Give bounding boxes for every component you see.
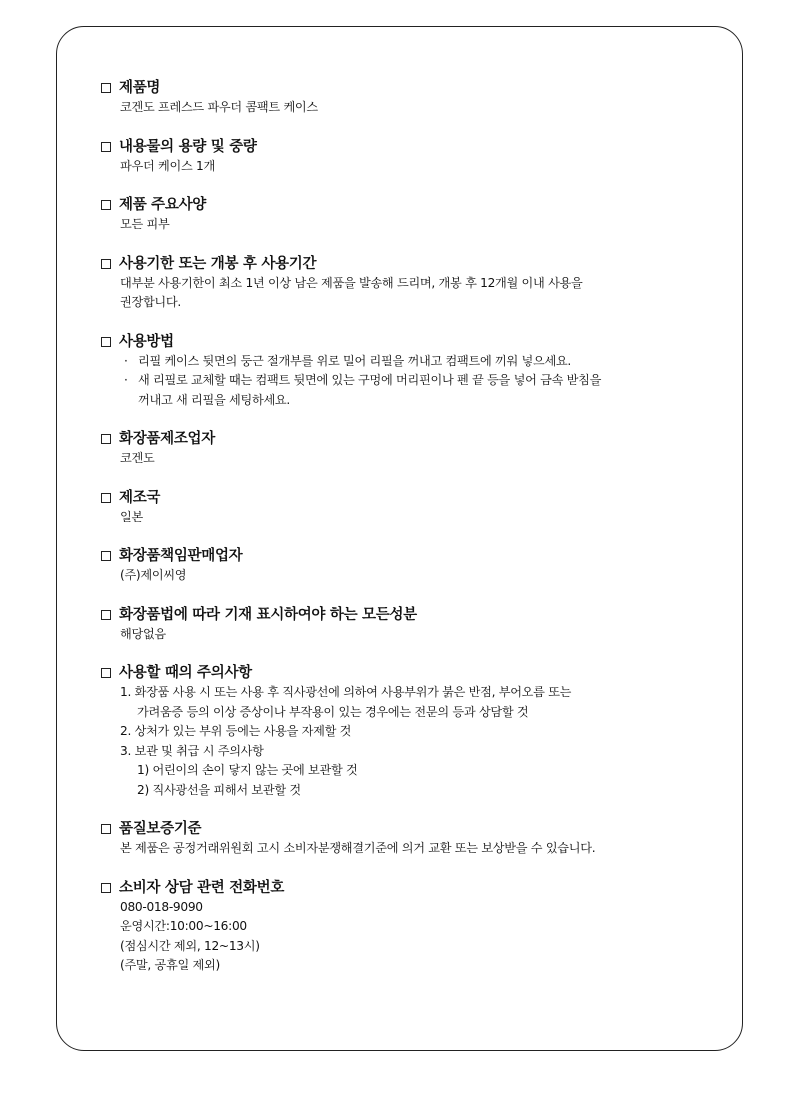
section-text: (주)제이씨영 bbox=[120, 568, 187, 582]
phone-number: 080-018-9090 bbox=[120, 899, 203, 914]
section-ingredients bbox=[101, 605, 721, 645]
section-contact bbox=[101, 878, 721, 976]
numbered-text: 1. 화장품 사용 시 또는 사용 후 직사광선에 의하여 사용부위가 붉은 반점, 부어오름 또는 bbox=[120, 685, 572, 699]
bullet-dot: · bbox=[124, 373, 128, 387]
bullet-item bbox=[101, 352, 721, 372]
section-title: 소비자 상담 관련 전화번호 bbox=[119, 879, 285, 896]
bullet-text: 꺼내고 새 리필을 세팅하세요. bbox=[138, 392, 290, 407]
section-text: 일본 bbox=[120, 509, 143, 524]
section-text: 파우더 케이스 1개 bbox=[120, 158, 215, 173]
checkbox-icon bbox=[101, 142, 111, 152]
bullet-text: 새 리필로 교체할 때는 컴팩트 뒷면에 있는 구멍에 머리핀이나 펜 끝 등을 넣어 금속 받침을 bbox=[138, 373, 602, 387]
numbered-text-continued: 가려움증 등의 이상 증상이나 부작용이 있는 경우에는 전문의 등과 상담할 것 bbox=[137, 704, 529, 719]
bullet-text: 리필 케이스 뒷면의 둥근 절개부를 위로 밀어 리필을 꺼내고 컴팩트에 끼워 넣으세요. bbox=[138, 353, 571, 368]
section-usage bbox=[101, 332, 721, 411]
section-title: 화장품제조업자 bbox=[119, 431, 215, 447]
section-title: 사용기한 또는 개봉 후 사용기간 bbox=[119, 255, 317, 272]
checkbox-icon bbox=[101, 493, 111, 503]
section-title: 화장품법에 따라 기재 표시하여야 하는 모든성분 bbox=[119, 606, 417, 623]
section-text: 코겐도 프레스드 파우더 콤팩트 케이스 bbox=[120, 100, 318, 114]
checkbox-icon bbox=[101, 551, 111, 561]
section-seller bbox=[101, 546, 721, 586]
section-title: 화장품책임판매업자 bbox=[119, 548, 243, 564]
section-text: 해당없음 bbox=[120, 626, 166, 641]
checkbox-icon bbox=[101, 337, 111, 347]
checkbox-icon bbox=[101, 668, 111, 678]
bullet-item bbox=[101, 371, 721, 410]
section-text: 모든 피부 bbox=[120, 217, 170, 231]
section-text: 본 제품은 공정거래위원회 고시 소비자분쟁해결기준에 의거 교환 또는 보상받을 수 있습니다. bbox=[120, 841, 596, 855]
section-quality bbox=[101, 819, 721, 859]
section-title: 제품 주요사양 bbox=[119, 197, 206, 213]
section-title: 사용방법 bbox=[119, 333, 174, 350]
lunch-note: (점심시간 제외, 12~13시) bbox=[120, 938, 260, 953]
section-title: 사용할 때의 주의사항 bbox=[119, 665, 252, 681]
section-title: 제조국 bbox=[119, 489, 161, 506]
bullet-dot: · bbox=[124, 353, 128, 368]
numbered-item: 2. 상처가 있는 부위 등에는 사용을 자제할 것 bbox=[120, 724, 352, 738]
section-title: 내용물의 용량 및 중량 bbox=[119, 138, 257, 155]
section-text: 코겐도 bbox=[120, 451, 155, 465]
section-text: 권장합니다. bbox=[120, 295, 181, 309]
section-manufacturer bbox=[101, 429, 721, 469]
checkbox-icon bbox=[101, 83, 111, 93]
section-expiry bbox=[101, 254, 721, 313]
sub-item: 2) 직사광선을 피해서 보관할 것 bbox=[137, 782, 301, 797]
numbered-item: 3. 보관 및 취급 시 주의사항 bbox=[120, 743, 264, 758]
section-title: 품질보증기준 bbox=[119, 821, 202, 837]
section-volume bbox=[101, 137, 721, 177]
numbered-item bbox=[101, 683, 721, 722]
sub-item: 1) 어린이의 손이 닿지 않는 곳에 보관할 것 bbox=[137, 763, 358, 777]
checkbox-icon bbox=[101, 883, 111, 893]
checkbox-icon bbox=[101, 824, 111, 834]
checkbox-icon bbox=[101, 610, 111, 620]
section-product-name bbox=[101, 78, 721, 118]
section-title: 제품명 bbox=[119, 80, 161, 96]
section-cautions bbox=[101, 663, 721, 800]
section-country bbox=[101, 488, 721, 528]
checkbox-icon bbox=[101, 434, 111, 444]
section-text: 대부분 사용기한이 최소 1년 이상 남은 제품을 발송해 드리며, 개봉 후 12개월 이내 사용을 bbox=[120, 275, 583, 290]
checkbox-icon bbox=[101, 200, 111, 210]
operating-hours: 운영시간:10:00~16:00 bbox=[120, 919, 247, 933]
holiday-note: (주말, 공휴일 제외) bbox=[120, 958, 220, 972]
section-spec bbox=[101, 195, 721, 235]
checkbox-icon bbox=[101, 259, 111, 269]
product-info bbox=[101, 78, 721, 995]
